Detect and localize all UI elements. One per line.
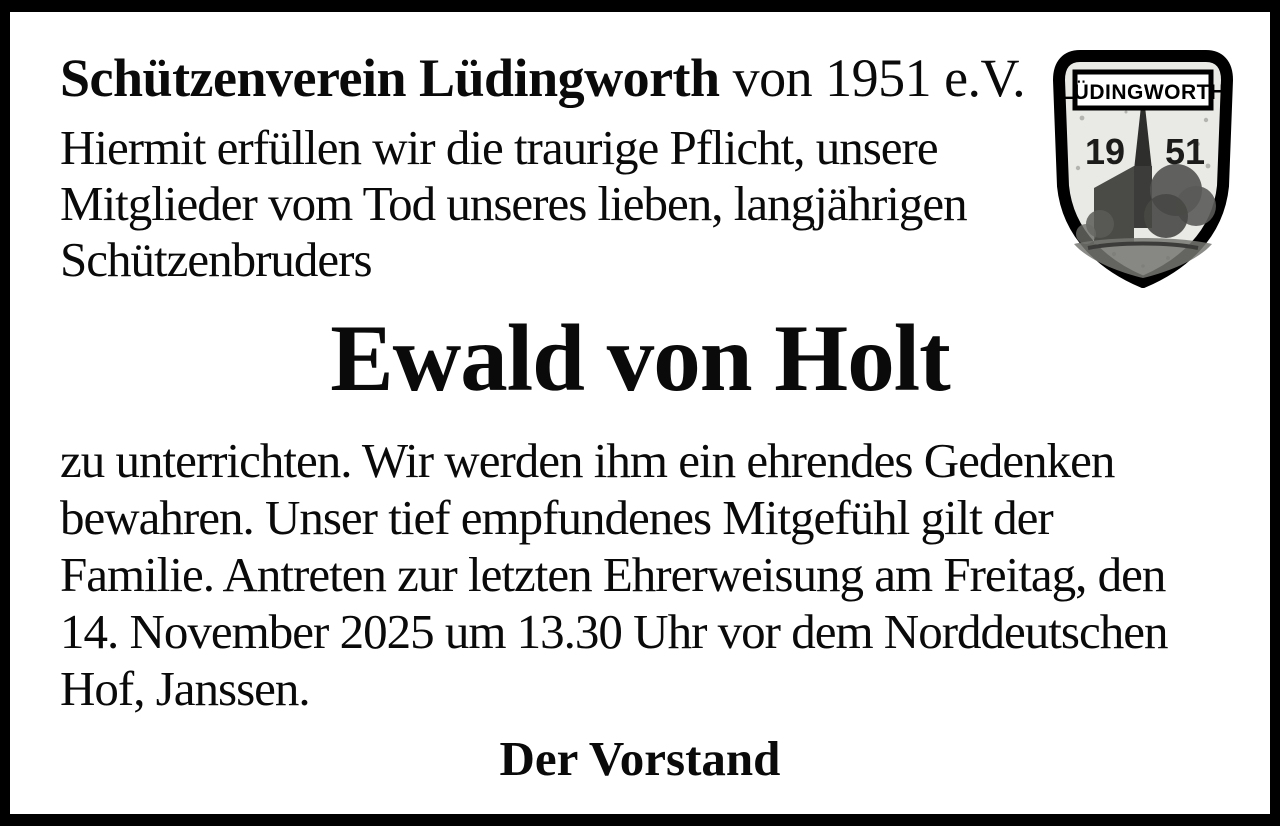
text-line: Hiermit erfüllen wir die traurige Pflicht, unsere <box>60 120 938 175</box>
year-left: 19 <box>1084 131 1126 172</box>
text-line: bewahren. Unser tief empfundenes Mitgefühl gilt der <box>60 490 1053 545</box>
text-line: Familie. Antreten zur letzten Ehrerweisung am Freitag, den <box>60 547 1166 602</box>
text-line: Hof, Janssen. <box>60 661 310 716</box>
banner-text: LÜDINGWORTH <box>1060 81 1226 104</box>
text-line: Mitglieder vom Tod unseres lieben, langjährigen <box>60 176 967 231</box>
text-line: 14. November 2025 um 13.30 Uhr vor dem Norddeutschen <box>60 604 1168 659</box>
signature-line: Der Vorstand <box>499 731 781 786</box>
text-line: zu unterrichten. Wir werden ihm ein ehrendes Gedenken <box>60 433 1115 488</box>
club-name: Schützenverein Lüdingworth <box>60 48 720 108</box>
body-paragraph <box>60 432 1270 717</box>
text-line: Schützenbruders <box>60 232 372 287</box>
deceased-name: Ewald von Holt <box>330 305 950 411</box>
year-right: 51 <box>1164 131 1206 172</box>
obituary-notice <box>10 12 1270 814</box>
shield-crest-icon <box>1048 48 1238 288</box>
club-crest-badge <box>1048 48 1238 288</box>
club-suffix: von 1951 e.V. <box>719 48 1026 108</box>
